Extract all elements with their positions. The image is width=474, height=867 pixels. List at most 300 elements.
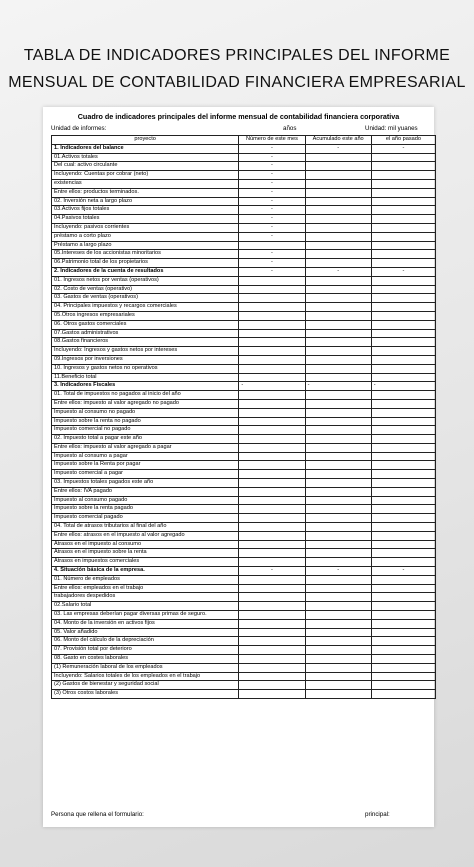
- row-label-cell: 02. Impuesto total a pagar este año: [52, 435, 239, 444]
- row-label-cell: 01. Número de empleados: [52, 575, 239, 584]
- row-label-cell: 01. Ingresos netos por ventas (operativos): [52, 276, 239, 285]
- year-to-date-cell: [305, 637, 371, 646]
- this-month-cell: [239, 523, 305, 532]
- year-to-date-cell: [305, 391, 371, 400]
- row-label-cell: Impuesto al consumo pagado: [52, 496, 239, 505]
- last-year-cell: [371, 241, 435, 250]
- last-year-cell: [371, 276, 435, 285]
- year-to-date-cell: [305, 435, 371, 444]
- year-to-date-cell: [305, 584, 371, 593]
- row-label-cell: 07. Provisión total por deterioro: [52, 646, 239, 655]
- table-row: [52, 663, 436, 672]
- row-label-cell: (1) Remuneración laboral de los empleados: [52, 663, 239, 672]
- this-month-cell: -: [239, 153, 305, 162]
- year-to-date-cell: [305, 540, 371, 549]
- last-year-cell: [371, 206, 435, 215]
- year-to-date-cell: [305, 417, 371, 426]
- row-label-cell: 03.Activos fijos totales: [52, 206, 239, 215]
- row-label-cell: Entre ellos: productos terminados.: [52, 188, 239, 197]
- year-to-date-cell: [305, 329, 371, 338]
- table-row: [52, 611, 436, 620]
- column-header-year-to-date: Acumulado este año: [305, 136, 371, 145]
- last-year-cell: [371, 259, 435, 268]
- last-year-cell: [371, 355, 435, 364]
- this-month-cell: [239, 452, 305, 461]
- last-year-cell: [371, 179, 435, 188]
- last-year-cell: [371, 637, 435, 646]
- reporting-unit-label: Unidad de informes:: [51, 125, 107, 132]
- last-year-cell: [371, 470, 435, 479]
- table-row: [52, 153, 436, 162]
- row-label-cell: Incluyendo: Ingresos y gastos netos por intereses: [52, 347, 239, 356]
- table-row: [52, 461, 436, 470]
- row-label-cell: (2) Gastos de bienestar y seguridad social: [52, 681, 239, 690]
- row-label-cell: Atrasos en el impuesto al consumo: [52, 540, 239, 549]
- last-year-cell: [371, 611, 435, 620]
- row-label-cell: Entre ellos: IVA pagado: [52, 487, 239, 496]
- this-month-cell: [239, 461, 305, 470]
- this-month-cell: [239, 655, 305, 664]
- this-month-cell: [239, 593, 305, 602]
- year-to-date-cell: [305, 241, 371, 250]
- last-year-cell: [371, 188, 435, 197]
- year-to-date-cell: [305, 215, 371, 224]
- page-title: [0, 42, 474, 96]
- this-month-cell: -: [239, 162, 305, 171]
- row-label-cell: Entre ellos: empleados en el trabajo: [52, 584, 239, 593]
- this-month-cell: [239, 329, 305, 338]
- last-year-cell: [371, 540, 435, 549]
- row-label-cell: 01.Activos totales: [52, 153, 239, 162]
- year-to-date-cell: [305, 523, 371, 532]
- last-year-cell: [371, 461, 435, 470]
- table-row: [52, 320, 436, 329]
- year-to-date-cell: [305, 408, 371, 417]
- this-month-cell: [239, 355, 305, 364]
- table-row: [52, 549, 436, 558]
- last-year-cell: [371, 505, 435, 514]
- year-to-date-cell: [305, 593, 371, 602]
- this-month-cell: [239, 399, 305, 408]
- this-month-cell: [239, 285, 305, 294]
- table-row: [52, 637, 436, 646]
- year-to-date-cell: [305, 259, 371, 268]
- table-row: [52, 646, 436, 655]
- table-row: [52, 391, 436, 400]
- last-year-cell: [371, 619, 435, 628]
- year-to-date-cell: [305, 347, 371, 356]
- row-label-cell: 03. Gastos de ventas (operativos): [52, 294, 239, 303]
- year-to-date-cell: [305, 505, 371, 514]
- row-label-cell: Atrasos en impuestos comerciales: [52, 558, 239, 567]
- year-to-date-cell: [305, 575, 371, 584]
- this-month-cell: -: [239, 567, 305, 576]
- table-row: [52, 523, 436, 532]
- column-header-last-year: el año pasado: [371, 136, 435, 145]
- this-month-cell: -: [239, 382, 305, 391]
- last-year-cell: [371, 435, 435, 444]
- table-row: [52, 294, 436, 303]
- table-row: [52, 593, 436, 602]
- this-month-cell: [239, 303, 305, 312]
- year-to-date-cell: [305, 188, 371, 197]
- row-label-cell: (3) Otros costos laborales: [52, 690, 239, 699]
- this-month-cell: -: [239, 259, 305, 268]
- last-year-cell: [371, 681, 435, 690]
- last-year-cell: [371, 162, 435, 171]
- last-year-cell: [371, 523, 435, 532]
- row-label-cell: 06.Patrimonio total de los propietarios: [52, 259, 239, 268]
- this-month-cell: [239, 558, 305, 567]
- this-month-cell: -: [239, 250, 305, 259]
- year-to-date-cell: [305, 426, 371, 435]
- last-year-cell: [371, 558, 435, 567]
- this-month-cell: [239, 496, 305, 505]
- row-label-cell: Incluyendo: pasivos corrientes: [52, 223, 239, 232]
- table-row: [52, 355, 436, 364]
- table-row: [52, 215, 436, 224]
- year-to-date-cell: [305, 153, 371, 162]
- row-label-cell: existencias: [52, 179, 239, 188]
- this-month-cell: [239, 646, 305, 655]
- year-to-date-cell: [305, 479, 371, 488]
- table-row: [52, 188, 436, 197]
- this-month-cell: [239, 373, 305, 382]
- year-to-date-cell: [305, 655, 371, 664]
- table-row: [52, 338, 436, 347]
- row-label-cell: 04. Total de atrasos tributarios al final del año: [52, 523, 239, 532]
- row-label-cell: 04.Pasivos totales: [52, 215, 239, 224]
- last-year-cell: [371, 223, 435, 232]
- this-month-cell: [239, 311, 305, 320]
- this-month-cell: [239, 549, 305, 558]
- year-to-date-cell: [305, 179, 371, 188]
- this-month-cell: [239, 531, 305, 540]
- this-month-cell: [239, 637, 305, 646]
- last-year-cell: [371, 303, 435, 312]
- row-label-cell: 2. Indicadores de la cuenta de resultados: [52, 267, 239, 276]
- year-to-date-cell: [305, 443, 371, 452]
- last-year-cell: [371, 250, 435, 259]
- table-row: [52, 514, 436, 523]
- year-to-date-cell: [305, 197, 371, 206]
- table-row: [52, 259, 436, 268]
- table-row: [52, 382, 436, 391]
- currency-unit-label: Unidad: mil yuanes: [365, 125, 418, 132]
- this-month-cell: -: [239, 267, 305, 276]
- last-year-cell: [371, 391, 435, 400]
- this-month-cell: [239, 479, 305, 488]
- last-year-cell: [371, 364, 435, 373]
- year-to-date-cell: [305, 619, 371, 628]
- year-to-date-cell: -: [305, 567, 371, 576]
- this-month-cell: [239, 672, 305, 681]
- last-year-cell: [371, 347, 435, 356]
- this-month-cell: [239, 514, 305, 523]
- row-label-cell: préstamo a corto plazo: [52, 232, 239, 241]
- year-to-date-cell: [305, 285, 371, 294]
- table-row: [52, 443, 436, 452]
- year-to-date-cell: [305, 232, 371, 241]
- column-header-this-month: Número de este mes: [239, 136, 305, 145]
- table-row: [52, 505, 436, 514]
- year-to-date-cell: [305, 250, 371, 259]
- row-label-cell: 06. Otros gastos comerciales: [52, 320, 239, 329]
- table-row: [52, 285, 436, 294]
- row-label-cell: Del cual: activo circulante: [52, 162, 239, 171]
- table-row: [52, 655, 436, 664]
- this-month-cell: [239, 435, 305, 444]
- table-row: [52, 479, 436, 488]
- this-month-cell: [239, 241, 305, 250]
- year-to-date-cell: [305, 311, 371, 320]
- year-to-date-cell: [305, 611, 371, 620]
- last-year-cell: [371, 496, 435, 505]
- last-year-cell: [371, 602, 435, 611]
- this-month-cell: [239, 417, 305, 426]
- table-row: [52, 329, 436, 338]
- year-to-date-cell: [305, 531, 371, 540]
- row-label-cell: Incluyendo: Salarios totales de los empleados en el trabajo: [52, 672, 239, 681]
- row-label-cell: trabajadores despedidos: [52, 593, 239, 602]
- table-row: [52, 672, 436, 681]
- table-row: [52, 206, 436, 215]
- year-to-date-cell: [305, 496, 371, 505]
- last-year-cell: [371, 408, 435, 417]
- this-month-cell: -: [239, 232, 305, 241]
- row-label-cell: Impuesto sobre la Renta por pagar: [52, 461, 239, 470]
- row-label-cell: Incluyendo: Cuentas por cobrar (neto): [52, 171, 239, 180]
- last-year-cell: [371, 575, 435, 584]
- column-header-project: proyecto: [52, 136, 239, 145]
- table-row: [52, 602, 436, 611]
- row-label-cell: 1. Indicadores del balance: [52, 144, 239, 153]
- last-year-cell: [371, 294, 435, 303]
- last-year-cell: [371, 672, 435, 681]
- this-month-cell: [239, 681, 305, 690]
- this-month-cell: [239, 294, 305, 303]
- year-to-date-cell: [305, 276, 371, 285]
- row-label-cell: Atrasos en el impuesto sobre la renta: [52, 549, 239, 558]
- last-year-cell: [371, 215, 435, 224]
- table-row: [52, 162, 436, 171]
- last-year-cell: [371, 452, 435, 461]
- year-to-date-cell: [305, 487, 371, 496]
- table-row: [52, 575, 436, 584]
- this-month-cell: [239, 505, 305, 514]
- row-label-cell: 08. Gasto en costes laborales: [52, 655, 239, 664]
- year-to-date-cell: [305, 452, 371, 461]
- year-to-date-cell: [305, 514, 371, 523]
- row-label-cell: 07.Gastos administrativos: [52, 329, 239, 338]
- row-label-cell: Entre ellos: impuesto al valor agregado a pagar: [52, 443, 239, 452]
- this-month-cell: -: [239, 197, 305, 206]
- year-to-date-cell: [305, 646, 371, 655]
- year-label: años: [283, 125, 297, 132]
- this-month-cell: -: [239, 179, 305, 188]
- last-year-cell: [371, 329, 435, 338]
- this-month-cell: [239, 347, 305, 356]
- last-year-cell: [371, 311, 435, 320]
- table-row: [52, 232, 436, 241]
- last-year-cell: [371, 426, 435, 435]
- row-label-cell: 02. Inversión neta a largo plazo: [52, 197, 239, 206]
- row-label-cell: 01. Total de impuestos no pagados al inicio del año: [52, 391, 239, 400]
- year-to-date-cell: [305, 399, 371, 408]
- year-to-date-cell: [305, 364, 371, 373]
- last-year-cell: [371, 584, 435, 593]
- table-row: [52, 223, 436, 232]
- footer-principal: principal:: [365, 811, 390, 818]
- row-label-cell: Impuesto comercial no pagado: [52, 426, 239, 435]
- row-label-cell: 03. Impuestos totales pagados este año: [52, 479, 239, 488]
- table-row: [52, 681, 436, 690]
- last-year-cell: [371, 285, 435, 294]
- this-month-cell: [239, 540, 305, 549]
- year-to-date-cell: [305, 461, 371, 470]
- this-month-cell: -: [239, 144, 305, 153]
- last-year-cell: [371, 663, 435, 672]
- table-row: [52, 144, 436, 153]
- this-month-cell: [239, 628, 305, 637]
- row-label-cell: Impuesto comercial a pagar: [52, 470, 239, 479]
- indicators-table: [51, 135, 436, 699]
- year-to-date-cell: [305, 602, 371, 611]
- this-month-cell: [239, 364, 305, 373]
- last-year-cell: [371, 628, 435, 637]
- last-year-cell: [371, 197, 435, 206]
- row-label-cell: 02.Salario total: [52, 602, 239, 611]
- table-row: [52, 584, 436, 593]
- table-row: [52, 250, 436, 259]
- this-month-cell: -: [239, 188, 305, 197]
- row-label-cell: Entre ellos: atrasos en el impuesto al valor agregado: [52, 531, 239, 540]
- table-row: [52, 690, 436, 699]
- row-label-cell: 10. Ingresos y gastos netos no operativos: [52, 364, 239, 373]
- year-to-date-cell: [305, 338, 371, 347]
- this-month-cell: [239, 487, 305, 496]
- table-header-row: [52, 136, 436, 145]
- last-year-cell: [371, 373, 435, 382]
- table-row: [52, 408, 436, 417]
- this-month-cell: [239, 408, 305, 417]
- year-to-date-cell: [305, 162, 371, 171]
- last-year-cell: [371, 338, 435, 347]
- row-label-cell: 02. Costo de ventas (operativo): [52, 285, 239, 294]
- last-year-cell: [371, 443, 435, 452]
- row-label-cell: Entre ellos: impuesto al valor agregado no pagado: [52, 399, 239, 408]
- table-row: [52, 179, 436, 188]
- row-label-cell: 09.Ingresos por inversiones: [52, 355, 239, 364]
- row-label-cell: 08.Gastos financieros: [52, 338, 239, 347]
- document-sheet: [43, 107, 434, 827]
- last-year-cell: [371, 646, 435, 655]
- row-label-cell: Impuesto sobre la renta pagado: [52, 505, 239, 514]
- last-year-cell: -: [371, 567, 435, 576]
- year-to-date-cell: [305, 690, 371, 699]
- last-year-cell: [371, 487, 435, 496]
- year-to-date-cell: [305, 294, 371, 303]
- table-row: [52, 496, 436, 505]
- year-to-date-cell: [305, 558, 371, 567]
- table-row: [52, 267, 436, 276]
- row-label-cell: 03. Las empresas deberían pagar diversas primas de seguro.: [52, 611, 239, 620]
- table-row: [52, 470, 436, 479]
- this-month-cell: -: [239, 206, 305, 215]
- this-month-cell: [239, 320, 305, 329]
- year-to-date-cell: -: [305, 144, 371, 153]
- table-row: [52, 487, 436, 496]
- table-row: [52, 567, 436, 576]
- year-to-date-cell: -: [305, 267, 371, 276]
- row-label-cell: 04. Monto de la inversión en activos fijos: [52, 619, 239, 628]
- last-year-cell: -: [371, 144, 435, 153]
- row-label-cell: 05.Intereses de los accionistas minoritarios: [52, 250, 239, 259]
- table-row: [52, 197, 436, 206]
- year-to-date-cell: [305, 355, 371, 364]
- table-row: [52, 364, 436, 373]
- table-row: [52, 452, 436, 461]
- year-to-date-cell: [305, 303, 371, 312]
- row-label-cell: Impuesto comercial pagado: [52, 514, 239, 523]
- year-to-date-cell: [305, 663, 371, 672]
- this-month-cell: [239, 611, 305, 620]
- last-year-cell: [371, 593, 435, 602]
- row-label-cell: Impuesto sobre la renta no pagado: [52, 417, 239, 426]
- page-title-line-1: TABLA DE INDICADORES PRINCIPALES DEL INFORME: [23, 47, 451, 64]
- last-year-cell: [371, 417, 435, 426]
- row-label-cell: 04. Principales impuestos y recargos comerciales: [52, 303, 239, 312]
- year-to-date-cell: [305, 171, 371, 180]
- table-row: [52, 276, 436, 285]
- last-year-cell: [371, 514, 435, 523]
- this-month-cell: [239, 276, 305, 285]
- footer-filled-by: Persona que rellena el formulario:: [51, 811, 144, 818]
- row-label-cell: 4. Situación básica de la empresa.: [52, 567, 239, 576]
- table-row: [52, 426, 436, 435]
- year-to-date-cell: [305, 470, 371, 479]
- last-year-cell: -: [371, 382, 435, 391]
- last-year-cell: [371, 549, 435, 558]
- page-title-line-2: MENSUAL DE CONTABILIDAD FINANCIERA EMPRESARIAL: [8, 74, 466, 91]
- row-label-cell: 05.Otros ingresos empresariales: [52, 311, 239, 320]
- year-to-date-cell: [305, 672, 371, 681]
- this-month-cell: [239, 584, 305, 593]
- table-row: [52, 435, 436, 444]
- table-row: [52, 399, 436, 408]
- table-row: [52, 558, 436, 567]
- this-month-cell: [239, 338, 305, 347]
- row-label-cell: 11.Beneficio total: [52, 373, 239, 382]
- year-to-date-cell: [305, 681, 371, 690]
- this-month-cell: [239, 470, 305, 479]
- last-year-cell: [371, 479, 435, 488]
- last-year-cell: [371, 655, 435, 664]
- row-label-cell: 3. Indicadores Fiscales: [52, 382, 239, 391]
- this-month-cell: -: [239, 215, 305, 224]
- table-row: [52, 311, 436, 320]
- table-row: [52, 417, 436, 426]
- this-month-cell: [239, 602, 305, 611]
- year-to-date-cell: [305, 628, 371, 637]
- table-row: [52, 531, 436, 540]
- last-year-cell: [371, 531, 435, 540]
- this-month-cell: [239, 443, 305, 452]
- year-to-date-cell: [305, 320, 371, 329]
- last-year-cell: -: [371, 267, 435, 276]
- table-row: [52, 628, 436, 637]
- this-month-cell: [239, 426, 305, 435]
